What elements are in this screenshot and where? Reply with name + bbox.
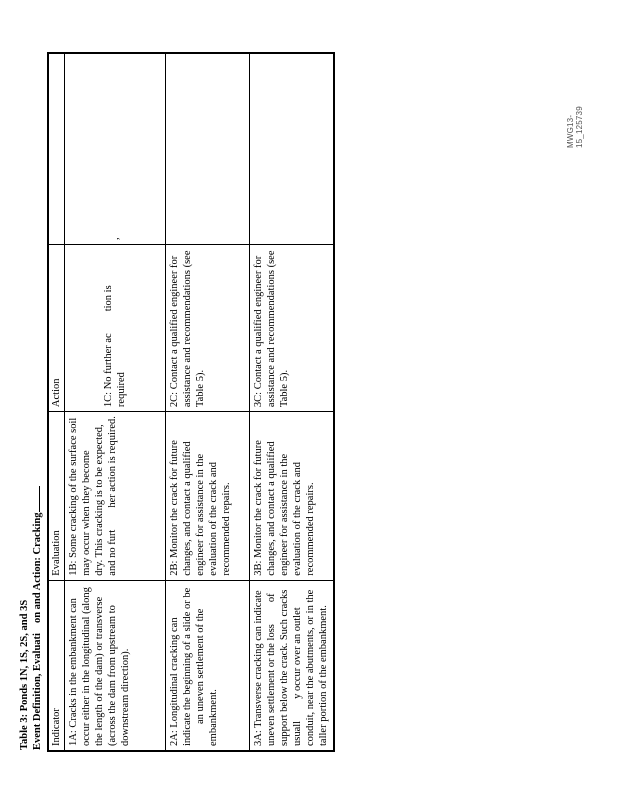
cell-2a: [166, 580, 250, 751]
cell-1c: [65, 245, 166, 412]
header-indicator: Indicator: [48, 580, 65, 751]
cell-3a-text-b: of support below the crack. Such cracks usuall: [266, 589, 303, 746]
cell-1a-text: 1A: Cracks in the embankment can occur either in the longitudinal (along the length of the dam) or transverse (across the dam from upstream to downstream direction).: [68, 587, 131, 746]
table-caption: [18, 486, 44, 750]
cell-2c-text: 2C: Contact a qualified engineer for assistance and recommendations (see Table 5).: [169, 250, 206, 408]
document-id: [566, 96, 584, 148]
cell-1b-text-c: her action is required.: [107, 416, 118, 508]
caption-line-2-part-b: on and Action: Cracking: [32, 512, 43, 624]
header-extra: [48, 53, 65, 245]
cell-1d-text: ,: [109, 237, 121, 241]
caption-line-1: Table 3: Ponds 1N, 1S, 2S, and 3S: [19, 599, 30, 750]
cell-2a-text-a: 2A: Longitudinal cracking can indicate the beginning of a slide or be: [169, 587, 193, 746]
cell-2d: [166, 53, 250, 245]
table-header-row: [48, 53, 65, 751]
cell-3c-text: 3C: Contact a qualified engineer for assistance and recommendations (see Table 5).: [253, 250, 290, 408]
caption-line-2-part-a: Event Definition, Evaluati: [32, 633, 43, 750]
cell-2a-text-b: an uneven settlement of the embankment.: [195, 608, 219, 746]
caption-line-2: [31, 486, 44, 750]
cell-2c: [166, 245, 250, 412]
cracking-table: [47, 52, 335, 752]
table-row-1: [65, 53, 166, 751]
table-row-2: [166, 53, 250, 751]
cell-2b-text: 2B: Monitor the crack for future changes, and contact a qualified engineer for assistance in the evaluation of the crack and recommended repairs.: [169, 440, 232, 576]
document-id-text: MWG13-15_125739: [566, 106, 584, 148]
cell-1c-text-b: tion is required: [103, 285, 127, 408]
cell-1c-text-a: 1C: No further ac: [103, 333, 114, 408]
cell-3b-text: 3B: Monitor the crack for future changes, and contact a qualified engineer for assistance in the evaluation of the crack and recommended repairs.: [253, 440, 316, 576]
caption-underline: [39, 486, 40, 512]
cell-1b-text-a: 1B: Some cracking of the surface soil may occur when they become: [68, 417, 92, 576]
cell-1d: [65, 53, 166, 245]
cell-1a: [65, 580, 166, 751]
cell-3d: [250, 53, 334, 245]
cell-1b: [65, 412, 166, 581]
cell-3c: [250, 245, 334, 412]
cell-1b-text-b: dry. This cracking is to be expected, and no furt: [94, 424, 118, 576]
cell-3a-text-c: y occur over an outlet conduit, near the abutments, or in the taller portion of the embankment.: [292, 589, 329, 746]
table-row-3: [250, 53, 334, 751]
cell-3b: [250, 412, 334, 581]
header-action: Action: [48, 245, 65, 412]
header-evaluation: Evaluation: [48, 412, 65, 581]
cell-3a: [250, 580, 334, 751]
cell-3a-text-a: 3A: Transverse cracking can indicate uneven settlement or the loss: [253, 590, 277, 746]
cell-2b: [166, 412, 250, 581]
